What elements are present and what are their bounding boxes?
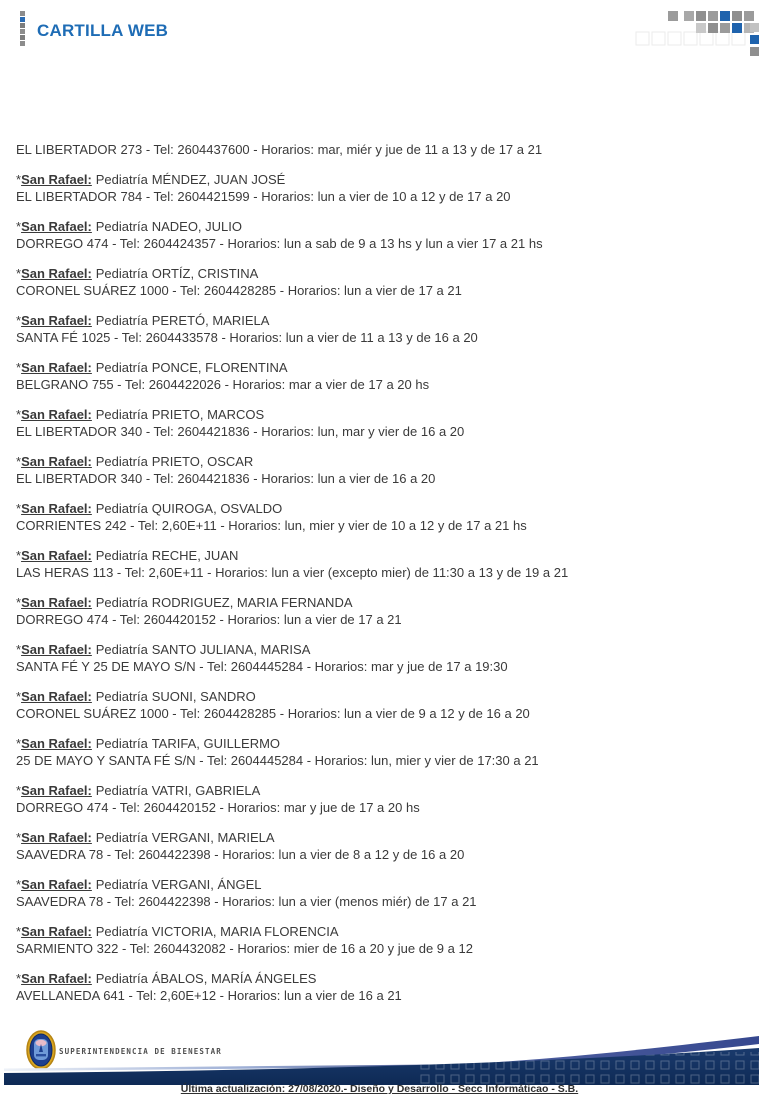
provider-entry (16, 500, 736, 534)
entry-doctor-name: RODRIGUEZ, MARIA FERNANDA (151, 595, 353, 610)
entry-detail-line: SAAVEDRA 78 - Tel: 2604422398 - Horarios: lun a vier de 8 a 12 y de 16 a 20 (16, 847, 465, 862)
entry-doctor-name: SUONI, SANDRO (151, 689, 256, 704)
entry-detail-line: AVELLANEDA 641 - Tel: 2,60E+12 - Horarios: lun a vier de 16 a 21 (16, 988, 402, 1003)
entry-detail-line: CORRIENTES 242 - Tel: 2,60E+11 - Horarios: lun, mier y vier de 10 a 12 y de 17 a 21 hs (16, 518, 527, 533)
entry-name-line (16, 171, 736, 188)
provider-directory-list (16, 141, 736, 1017)
entry-name-line (16, 406, 736, 423)
entry-marker: * (16, 501, 22, 516)
entry-marker: * (16, 642, 22, 657)
entry-city: San Rafael: (21, 595, 92, 610)
entry-marker: * (16, 266, 22, 281)
entry-city: San Rafael: (21, 830, 92, 845)
entry-specialty: Pediatría (95, 783, 148, 798)
entry-doctor-name: ÁBALOS, MARÍA ÁNGELES (151, 971, 317, 986)
provider-entry (16, 970, 736, 1004)
provider-entry (16, 265, 736, 299)
entry-marker: * (16, 689, 22, 704)
entry-doctor-name: VERGANI, MARIELA (151, 830, 275, 845)
provider-entry (16, 688, 736, 722)
footer-update-line: Última actualización: 27/08/2020.- Diseño y Desarrollo - Secc Informáticao - S.B. (180, 1083, 579, 1095)
provider-entry (16, 312, 736, 346)
entry-specialty: Pediatría (95, 360, 148, 375)
entry-city: San Rafael: (21, 266, 92, 281)
entry-specialty: Pediatría (95, 877, 148, 892)
entry-name-line (16, 688, 736, 705)
entry-name-line (16, 923, 736, 940)
entry-city: San Rafael: (21, 689, 92, 704)
entry-specialty: Pediatría (95, 642, 148, 657)
entry-specialty: Pediatría (95, 172, 148, 187)
entry-doctor-name: VERGANI, ÁNGEL (151, 877, 262, 892)
entry-detail-line: CORONEL SUÁREZ 1000 - Tel: 2604428285 - Horarios: lun a vier de 17 a 21 (16, 283, 462, 298)
entry-detail-line: SANTA FÉ Y 25 DE MAYO S/N - Tel: 2604445284 - Horarios: mar y jue de 17 a 19:30 (16, 659, 508, 674)
entry-doctor-name: RECHE, JUAN (151, 548, 239, 563)
entry-name-line (16, 735, 736, 752)
entry-specialty: Pediatría (95, 595, 148, 610)
entry-city: San Rafael: (21, 548, 92, 563)
header-mosaic-icon (624, 8, 759, 63)
entry-detail-line: EL LIBERTADOR 340 - Tel: 2604421836 - Horarios: lun, mar y vier de 16 a 20 (16, 424, 465, 439)
entry-specialty: Pediatría (95, 830, 148, 845)
entry-doctor-name: NADEO, JULIO (151, 219, 242, 234)
entry-name-line (16, 829, 736, 846)
entry-marker: * (16, 924, 22, 939)
page-title: CARTILLA WEB (37, 21, 169, 40)
entry-city: San Rafael: (21, 313, 92, 328)
entry-doctor-name: VICTORIA, MARIA FLORENCIA (151, 924, 339, 939)
footer-swoosh-graphic (0, 1032, 759, 1090)
entry-specialty: Pediatría (95, 689, 148, 704)
entry-doctor-name: SANTO JULIANA, MARISA (151, 642, 311, 657)
entry-name-line (16, 782, 736, 799)
provider-entry (16, 359, 736, 393)
entry-specialty: Pediatría (95, 266, 148, 281)
entry-detail-line: EL LIBERTADOR 273 - Tel: 2604437600 - Horarios: mar, miér y jue de 11 a 13 y de 17 a 21 (16, 142, 543, 157)
entry-city: San Rafael: (21, 407, 92, 422)
entry-city: San Rafael: (21, 642, 92, 657)
entry-detail-line: 25 DE MAYO Y SANTA FÉ S/N - Tel: 2604445284 - Horarios: lun, mier y vier de 17:30 a 21 (16, 753, 539, 768)
entry-marker: * (16, 548, 22, 563)
entry-name-line (16, 218, 736, 235)
entry-city: San Rafael: (21, 360, 92, 375)
entry-name-line (16, 547, 736, 564)
entry-city: San Rafael: (21, 219, 92, 234)
entry-specialty: Pediatría (95, 219, 148, 234)
entry-doctor-name: ORTÍZ, CRISTINA (151, 266, 259, 281)
entry-marker: * (16, 971, 22, 986)
entry-marker: * (16, 877, 22, 892)
provider-entry (16, 641, 736, 675)
provider-entry (16, 782, 736, 816)
entry-city: San Rafael: (21, 172, 92, 187)
entry-city: San Rafael: (21, 924, 92, 939)
entry-city: San Rafael: (21, 971, 92, 986)
header-logo-squares-icon (20, 11, 28, 49)
entry-specialty: Pediatría (95, 454, 148, 469)
entry-detail-line: SARMIENTO 322 - Tel: 2604432082 - Horarios: mier de 16 a 20 y jue de 9 a 12 (16, 941, 473, 956)
entry-specialty: Pediatría (95, 407, 148, 422)
entry-doctor-name: PRIETO, OSCAR (151, 454, 254, 469)
entry-city: San Rafael: (21, 454, 92, 469)
entry-detail-line: EL LIBERTADOR 340 - Tel: 2604421836 - Horarios: lun a vier de 16 a 20 (16, 471, 436, 486)
entry-detail-line: CORONEL SUÁREZ 1000 - Tel: 2604428285 - Horarios: lun a vier de 9 a 12 y de 16 a 20 (16, 706, 530, 721)
entry-name-line (16, 641, 736, 658)
entry-doctor-name: PONCE, FLORENTINA (151, 360, 288, 375)
entry-detail-line: LAS HERAS 113 - Tel: 2,60E+11 - Horarios: lun a vier (excepto mier) de 11:30 a 13 y de 19 a 21 (16, 565, 569, 580)
provider-entry (16, 406, 736, 440)
entry-marker: * (16, 219, 22, 234)
entry-marker: * (16, 830, 22, 845)
entry-name-line (16, 265, 736, 282)
provider-entry (16, 594, 736, 628)
entry-doctor-name: VATRI, GABRIELA (151, 783, 261, 798)
entry-name-line (16, 312, 736, 329)
entry-name-line (16, 359, 736, 376)
entry-name-line (16, 500, 736, 517)
entry-doctor-name: PERETÓ, MARIELA (151, 313, 270, 328)
entry-marker: * (16, 783, 22, 798)
provider-entry (16, 453, 736, 487)
entry-name-line (16, 970, 736, 987)
entry-detail-line: DORREGO 474 - Tel: 2604420152 - Horarios: mar y jue de 17 a 20 hs (16, 800, 420, 815)
entry-specialty: Pediatría (95, 548, 148, 563)
entry-doctor-name: TARIFA, GUILLERMO (151, 736, 281, 751)
entry-marker: * (16, 313, 22, 328)
entry-detail-line: EL LIBERTADOR 784 - Tel: 2604421599 - Horarios: lun a vier de 10 a 12 y de 17 a 20 (16, 189, 511, 204)
provider-entry (16, 735, 736, 769)
entry-city: San Rafael: (21, 501, 92, 516)
provider-entry (16, 218, 736, 252)
entry-specialty: Pediatría (95, 736, 148, 751)
entry-doctor-name: QUIROGA, OSVALDO (151, 501, 283, 516)
entry-doctor-name: PRIETO, MARCOS (151, 407, 265, 422)
entry-detail-line: BELGRANO 755 - Tel: 2604422026 - Horarios: mar a vier de 17 a 20 hs (16, 377, 430, 392)
entry-detail-line: SAAVEDRA 78 - Tel: 2604422398 - Horarios: lun a vier (menos miér) de 17 a 21 (16, 894, 477, 909)
entry-marker: * (16, 172, 22, 187)
entry-marker: * (16, 360, 22, 375)
provider-entry (16, 923, 736, 957)
entry-detail-line: SANTA FÉ 1025 - Tel: 2604433578 - Horarios: lun a vier de 11 a 13 y de 16 a 20 (16, 330, 478, 345)
entry-marker: * (16, 736, 22, 751)
entry-doctor-name: MÉNDEZ, JUAN JOSÉ (151, 172, 286, 187)
entry-marker: * (16, 454, 22, 469)
entry-specialty: Pediatría (95, 501, 148, 516)
entry-marker: * (16, 595, 22, 610)
entry-specialty: Pediatría (95, 924, 148, 939)
provider-entry (16, 876, 736, 910)
entry-name-line (16, 876, 736, 893)
entry-name-line (16, 594, 736, 611)
entry-city: San Rafael: (21, 736, 92, 751)
provider-entry (16, 547, 736, 581)
entry-detail-line: DORREGO 474 - Tel: 2604424357 - Horarios: lun a sab de 9 a 13 hs y lun a vier 17 a 21 hs (16, 236, 543, 251)
entry-name-line (16, 453, 736, 470)
provider-entry (16, 829, 736, 863)
entry-detail-line: DORREGO 474 - Tel: 2604420152 - Horarios: lun a vier de 17 a 21 (16, 612, 402, 627)
provider-entry (16, 171, 736, 205)
footer-org-name: SUPERINTENDENCIA DE BIENESTAR (59, 1047, 222, 1056)
entry-specialty: Pediatría (95, 313, 148, 328)
entry-specialty: Pediatría (95, 971, 148, 986)
entry-city: San Rafael: (21, 877, 92, 892)
entry-city: San Rafael: (21, 783, 92, 798)
provider-entry (16, 141, 736, 158)
entry-marker: * (16, 407, 22, 422)
